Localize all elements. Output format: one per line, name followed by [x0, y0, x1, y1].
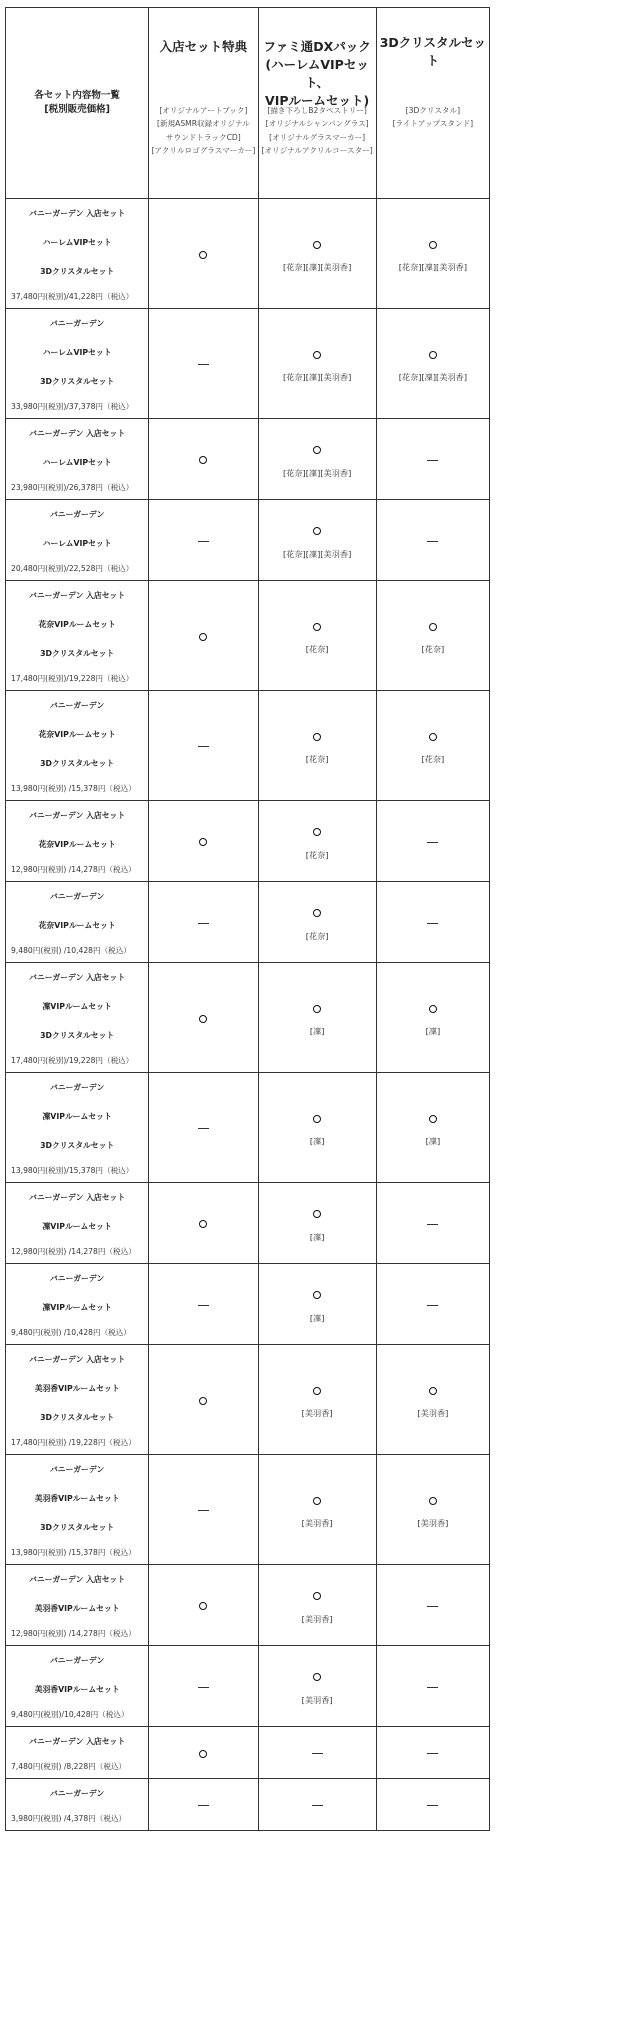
famitsu-dx-pack-cell: [258, 1727, 376, 1779]
set-name-line: バニーガーデン: [50, 319, 105, 328]
not-included-dash-mark: [427, 1753, 438, 1754]
set-name-line: バニーガーデン: [50, 1083, 105, 1092]
set-name-line: バニーガーデン 入店セット: [29, 1193, 126, 1202]
set-name-line: バニーガーデン 入店セット: [29, 1737, 126, 1746]
set-name-line: バニーガーデン 入店セット: [29, 973, 126, 982]
set-price: 12,980円(税別) /14,278円（税込）: [11, 865, 136, 874]
header-col-title-line: (ハーレムVIPセット、: [265, 57, 369, 91]
set-name-line: バニーガーデン 入店セット: [29, 209, 126, 218]
set-price: 20,480円(税別)/22,528円（税込）: [11, 564, 134, 573]
set-name-line: 凜VIPルームセット: [42, 1303, 112, 1312]
set-name-line: 美羽香VIPルームセット: [34, 1604, 120, 1613]
header-row: [6, 8, 490, 199]
set-name-line: 凜VIPルームセット: [42, 1112, 112, 1121]
set-price: 33,980円(税別)/37,378円（税込）: [11, 402, 134, 411]
character-note: [花奈][凜][美羽香]: [398, 262, 468, 272]
set-name-line: バニーガーデン: [50, 1465, 105, 1474]
set-price: 37,480円(税別)/41,228円（税込）: [11, 292, 134, 301]
set-name-line: バニーガーデン 入店セット: [29, 429, 126, 438]
famitsu-dx-pack-cell: [258, 500, 376, 581]
set-name-line: バニーガーデン: [50, 1274, 105, 1283]
included-circle-mark: [313, 1592, 321, 1600]
set-row: [6, 581, 490, 691]
set-name-cell: [6, 500, 149, 581]
included-circle-mark: [199, 1602, 207, 1610]
included-circle-mark: [313, 446, 321, 454]
set-price: 13,980円(税別) /15,378円（税込）: [11, 1548, 136, 1557]
included-circle-mark: [313, 1497, 321, 1505]
entry-bonus-cell: [149, 1183, 258, 1264]
included-circle-mark: [313, 733, 321, 741]
crystal-set-cell: [376, 1565, 489, 1646]
not-included-dash-mark: [198, 1805, 209, 1806]
set-price: 12,980円(税別) /14,278円（税込）: [11, 1629, 136, 1638]
set-name-line: バニーガーデン: [50, 892, 105, 901]
set-row: [6, 1345, 490, 1455]
set-row: [6, 1779, 490, 1831]
header-col-content-line: [オリジナルグラスマーカー]: [269, 132, 366, 142]
crystal-set-cell: [376, 1264, 489, 1345]
famitsu-dx-pack-cell: [258, 1264, 376, 1345]
entry-bonus-cell: [149, 1073, 258, 1183]
included-circle-mark: [313, 828, 321, 836]
set-name-line: 美羽香VIPルームセット: [34, 1384, 120, 1393]
set-price: 3,980円(税別) /4,378円（税込）: [11, 1814, 127, 1823]
set-name-cell: [6, 1345, 149, 1455]
set-name-line: 凜VIPルームセット: [42, 1002, 112, 1011]
set-name-line: 3Dクリスタルセット: [40, 1031, 115, 1040]
included-circle-mark: [429, 623, 437, 631]
included-circle-mark: [313, 351, 321, 359]
set-row: [6, 1565, 490, 1646]
entry-bonus-cell: [149, 882, 258, 963]
included-circle-mark: [199, 1220, 207, 1228]
header-col-3d-crystal-set: [376, 8, 489, 199]
character-note: [凜]: [425, 1136, 441, 1146]
set-name-cell: [6, 1646, 149, 1727]
entry-bonus-cell: [149, 1727, 258, 1779]
header-left-line: [税別販売価格]: [44, 104, 110, 115]
character-note: [凜]: [425, 1026, 441, 1036]
included-circle-mark: [313, 241, 321, 249]
not-included-dash-mark: [427, 1606, 438, 1607]
famitsu-dx-pack-cell: [258, 801, 376, 882]
character-note: [美羽香]: [301, 1408, 333, 1418]
crystal-set-cell: [376, 1073, 489, 1183]
famitsu-dx-pack-cell: [258, 963, 376, 1073]
included-circle-mark: [199, 1015, 207, 1023]
header-col-contents: [377, 104, 489, 131]
not-included-dash-mark: [312, 1805, 323, 1806]
set-name-line: 花奈VIPルームセット: [38, 840, 116, 849]
crystal-set-cell: [376, 1183, 489, 1264]
set-name-cell: [6, 1727, 149, 1779]
not-included-dash-mark: [427, 923, 438, 924]
set-name-cell: [6, 1565, 149, 1646]
not-included-dash-mark: [427, 1224, 438, 1225]
header-col-title-line: 3Dクリスタルセット: [379, 35, 487, 69]
character-note: [花奈]: [421, 644, 445, 654]
crystal-set-cell: [376, 1345, 489, 1455]
set-name-line: バニーガーデン 入店セット: [29, 591, 126, 600]
header-col-content-line: [新規ASMR収録オリジナル: [157, 119, 250, 129]
included-circle-mark: [199, 1397, 207, 1405]
not-included-dash-mark: [312, 1753, 323, 1754]
included-circle-mark: [429, 1005, 437, 1013]
included-circle-mark: [313, 1115, 321, 1123]
set-name-line: ハーレムVIPセット: [42, 348, 112, 357]
set-name-cell: [6, 801, 149, 882]
not-included-dash-mark: [198, 746, 209, 747]
not-included-dash-mark: [427, 541, 438, 542]
character-note: [花奈]: [305, 849, 329, 860]
set-name-line: バニーガーデン: [50, 701, 105, 710]
included-circle-mark: [199, 838, 207, 846]
set-name-cell: [6, 882, 149, 963]
header-left-cell: [6, 8, 149, 199]
entry-bonus-cell: [149, 309, 258, 419]
set-name-line: 花奈VIPルームセット: [38, 921, 116, 930]
crystal-set-cell: [376, 691, 489, 801]
set-name-line: ハーレムVIPセット: [42, 238, 112, 247]
set-row: [6, 882, 490, 963]
character-note: [凜]: [309, 1136, 325, 1146]
famitsu-dx-pack-cell: [258, 419, 376, 500]
included-circle-mark: [313, 623, 321, 631]
entry-bonus-cell: [149, 581, 258, 691]
famitsu-dx-pack-cell: [258, 1646, 376, 1727]
character-note: [凜]: [309, 1231, 325, 1242]
set-row: [6, 309, 490, 419]
famitsu-dx-pack-cell: [258, 882, 376, 963]
character-note: [美羽香]: [417, 1518, 449, 1528]
set-name-line: 3Dクリスタルセット: [40, 1523, 115, 1532]
set-name-cell: [6, 1779, 149, 1831]
header-col-content-line: [オリジナルアートブック]: [159, 106, 248, 115]
famitsu-dx-pack-cell: [258, 1183, 376, 1264]
crystal-set-cell: [376, 1779, 489, 1831]
character-note: [花奈]: [305, 930, 329, 941]
included-circle-mark: [429, 241, 437, 249]
set-price: 17,480円(税別) /19,228円（税込）: [11, 1438, 136, 1447]
set-name-line: ハーレムVIPセット: [42, 458, 112, 467]
set-name-line: ハーレムVIPセット: [42, 539, 112, 548]
not-included-dash-mark: [198, 1128, 209, 1129]
set-name-line: 美羽香VIPルームセット: [34, 1685, 120, 1694]
crystal-set-cell: [376, 882, 489, 963]
crystal-set-cell: [376, 419, 489, 500]
set-row: [6, 1455, 490, 1565]
header-col-content-line: [3Dクリスタル]: [405, 106, 461, 115]
included-circle-mark: [313, 527, 321, 535]
header-col-title: [149, 38, 257, 56]
header-col-content-line: サウンドトラックCD]: [166, 132, 241, 142]
character-note: [凜]: [309, 1026, 325, 1036]
set-row: [6, 419, 490, 500]
character-note: [美羽香]: [301, 1518, 333, 1528]
set-name-cell: [6, 1455, 149, 1565]
set-row: [6, 1727, 490, 1779]
famitsu-dx-pack-cell: [258, 581, 376, 691]
set-price: 17,480円(税別)/19,228円（税込）: [11, 674, 134, 683]
header-col-title: [377, 34, 489, 70]
included-circle-mark: [199, 251, 207, 259]
character-note: [美羽香]: [301, 1613, 333, 1624]
entry-bonus-cell: [149, 500, 258, 581]
set-row: [6, 199, 490, 309]
set-row: [6, 1073, 490, 1183]
header-col-content-line: [ライトアップスタンド]: [392, 119, 474, 129]
set-price: 7,480円(税別) /8,228円（税込）: [11, 1762, 127, 1771]
not-included-dash-mark: [427, 1305, 438, 1306]
header-col-famitsu-dx-pack: [258, 8, 376, 199]
crystal-set-cell: [376, 581, 489, 691]
included-circle-mark: [429, 351, 437, 359]
crystal-set-cell: [376, 199, 489, 309]
set-price: 12,980円(税別) /14,278円（税込）: [11, 1247, 136, 1256]
set-name-line: バニーガーデン 入店セット: [29, 1355, 126, 1364]
included-circle-mark: [313, 1005, 321, 1013]
set-name-line: 花奈VIPルームセット: [38, 620, 116, 629]
set-name-line: バニーガーデン: [50, 510, 105, 519]
included-circle-mark: [429, 733, 437, 741]
set-row: [6, 500, 490, 581]
crystal-set-cell: [376, 1455, 489, 1565]
entry-bonus-cell: [149, 801, 258, 882]
set-name-line: 花奈VIPルームセット: [38, 730, 116, 739]
character-note: [凜]: [309, 1312, 325, 1323]
set-price: 13,980円(税別) /15,378円（税込）: [11, 784, 136, 793]
not-included-dash-mark: [198, 1305, 209, 1306]
set-name-line: 美羽香VIPルームセット: [34, 1494, 120, 1503]
set-row: [6, 1264, 490, 1345]
included-circle-mark: [313, 1387, 321, 1395]
entry-bonus-cell: [149, 1455, 258, 1565]
set-price: 9,480円(税別)/10,428円（税込）: [11, 1710, 129, 1719]
set-name-line: バニーガーデン: [50, 1789, 105, 1798]
included-circle-mark: [313, 1210, 321, 1218]
included-circle-mark: [313, 909, 321, 917]
crystal-set-cell: [376, 1727, 489, 1779]
included-circle-mark: [199, 633, 207, 641]
set-name-cell: [6, 1183, 149, 1264]
not-included-dash-mark: [427, 1805, 438, 1806]
set-price: 17,480円(税別)/19,228円（税込）: [11, 1056, 134, 1065]
character-note: [花奈][凜][美羽香]: [282, 262, 352, 272]
entry-bonus-cell: [149, 691, 258, 801]
set-name-line: 凜VIPルームセット: [42, 1222, 112, 1231]
included-circle-mark: [199, 456, 207, 464]
entry-bonus-cell: [149, 1565, 258, 1646]
header-left-line: 各セット内容物一覧: [34, 89, 120, 101]
header-col-title-line: 入店セット特典: [159, 39, 248, 54]
entry-bonus-cell: [149, 1646, 258, 1727]
entry-bonus-cell: [149, 1779, 258, 1831]
set-name-cell: [6, 691, 149, 801]
crystal-set-cell: [376, 500, 489, 581]
set-contents-table-wrapper: [5, 7, 490, 1831]
crystal-set-cell: [376, 801, 489, 882]
not-included-dash-mark: [198, 923, 209, 924]
header-col-title-line: ファミ通DXパック: [263, 39, 371, 54]
not-included-dash-mark: [427, 460, 438, 461]
header-col-title: [259, 38, 376, 111]
set-price: 9,480円(税別) /10,428円（税込）: [11, 1328, 131, 1337]
not-included-dash-mark: [427, 1687, 438, 1688]
set-name-line: 3Dクリスタルセット: [40, 377, 115, 386]
set-name-cell: [6, 199, 149, 309]
famitsu-dx-pack-cell: [258, 199, 376, 309]
character-note: [花奈][凜][美羽香]: [398, 372, 468, 382]
set-row: [6, 801, 490, 882]
not-included-dash-mark: [198, 1687, 209, 1688]
famitsu-dx-pack-cell: [258, 1073, 376, 1183]
famitsu-dx-pack-cell: [258, 1455, 376, 1565]
included-circle-mark: [199, 1750, 207, 1758]
set-name-cell: [6, 309, 149, 419]
set-price: 23,980円(税別)/26,378円（税込）: [11, 483, 134, 492]
set-price: 13,980円(税別)/15,378円（税込）: [11, 1166, 134, 1175]
famitsu-dx-pack-cell: [258, 1779, 376, 1831]
character-note: [花奈][凜][美羽香]: [282, 467, 352, 478]
set-name-line: 3Dクリスタルセット: [40, 1413, 115, 1422]
included-circle-mark: [313, 1673, 321, 1681]
included-circle-mark: [429, 1115, 437, 1123]
famitsu-dx-pack-cell: [258, 309, 376, 419]
character-note: [美羽香]: [301, 1694, 333, 1705]
header-col-content-line: [アクリルロゴグラスマーカー]: [151, 145, 256, 155]
not-included-dash-mark: [198, 1510, 209, 1511]
entry-bonus-cell: [149, 1264, 258, 1345]
header-col-content-line: [オリジナルアクリルコースター]: [261, 145, 373, 155]
set-name-line: 3Dクリスタルセット: [40, 267, 115, 276]
set-price: 9,480円(税別) /10,428円（税込）: [11, 946, 131, 955]
included-circle-mark: [429, 1497, 437, 1505]
set-name-cell: [6, 1264, 149, 1345]
included-circle-mark: [429, 1387, 437, 1395]
set-name-cell: [6, 1073, 149, 1183]
crystal-set-cell: [376, 963, 489, 1073]
set-row: [6, 1646, 490, 1727]
set-name-line: バニーガーデン 入店セット: [29, 811, 126, 820]
not-included-dash-mark: [427, 842, 438, 843]
entry-bonus-cell: [149, 963, 258, 1073]
character-note: [美羽香]: [417, 1408, 449, 1418]
header-col-content-line: [描き下ろしB2タペストリー]: [267, 106, 367, 115]
famitsu-dx-pack-cell: [258, 1345, 376, 1455]
set-name-cell: [6, 963, 149, 1073]
crystal-set-cell: [376, 1646, 489, 1727]
set-name-line: 3Dクリスタルセット: [40, 1141, 115, 1150]
header-col-contents: [259, 104, 376, 157]
set-row: [6, 963, 490, 1073]
not-included-dash-mark: [198, 364, 209, 365]
set-name-cell: [6, 419, 149, 500]
header-col-title-line: VIPルームセット): [265, 93, 370, 109]
entry-bonus-cell: [149, 199, 258, 309]
set-name-line: バニーガーデン: [50, 1656, 105, 1665]
header-col-content-line: [オリジナルシャンパングラス]: [265, 119, 369, 129]
crystal-set-cell: [376, 309, 489, 419]
entry-bonus-cell: [149, 1345, 258, 1455]
character-note: [花奈]: [305, 754, 329, 764]
famitsu-dx-pack-cell: [258, 1565, 376, 1646]
set-contents-table: [5, 7, 490, 1831]
set-row: [6, 691, 490, 801]
header-col-entry-bonus: [149, 8, 258, 199]
not-included-dash-mark: [198, 541, 209, 542]
famitsu-dx-pack-cell: [258, 691, 376, 801]
set-row: [6, 1183, 490, 1264]
included-circle-mark: [313, 1291, 321, 1299]
set-name-cell: [6, 581, 149, 691]
set-name-line: 3Dクリスタルセット: [40, 649, 115, 658]
character-note: [花奈][凜][美羽香]: [282, 372, 352, 382]
character-note: [花奈]: [305, 644, 329, 654]
entry-bonus-cell: [149, 419, 258, 500]
header-col-contents: [149, 104, 257, 157]
set-name-line: 3Dクリスタルセット: [40, 759, 115, 768]
character-note: [花奈]: [421, 754, 445, 764]
set-name-line: バニーガーデン 入店セット: [29, 1575, 126, 1584]
character-note: [花奈][凜][美羽香]: [282, 548, 352, 559]
